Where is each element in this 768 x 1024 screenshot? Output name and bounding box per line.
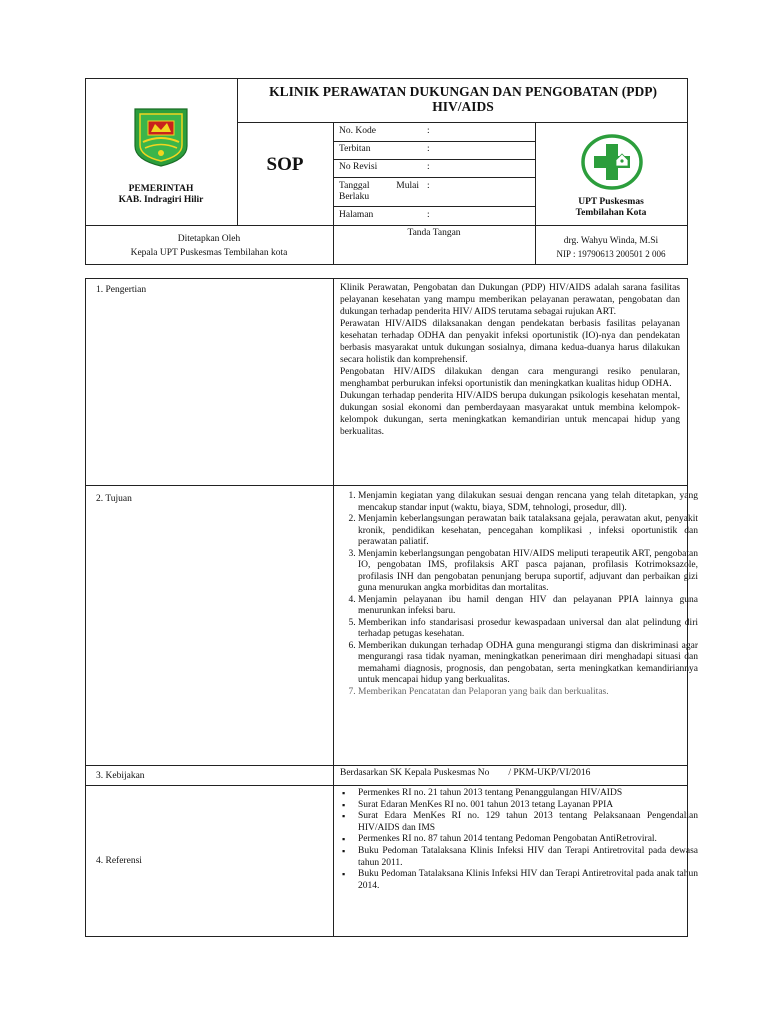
body-divider-v [333,278,334,937]
header-divider-h-title [237,122,688,123]
meta-value-terbitan: : [427,144,430,154]
header-divider-v2 [333,123,334,225]
meta-value-halaman: : [427,210,430,220]
meta-divider-2 [333,159,535,160]
referensi-list [340,788,698,892]
tujuan-item: 2. Menjamin keberlangsungan perawatan baik tatalaksana gejala, perawatan akut, penyakit kronik, pendidikan kesehatan, pencegahan komplikasi , infeksi oportunistik dan perawatan paliatif. [358,514,698,549]
meta-value-tanggal: : [427,181,430,191]
tujuan-item: 5. Memberikan info standarisasi prosedur kewaspadaan universal dan alat pelindung diri terhadap petugas kesehatan. [358,618,698,641]
sop-label: SOP [266,154,304,175]
meta-label-tanggal: Tanggal Mulai Berlaku [339,181,419,202]
meta-divider-3 [333,177,535,178]
tujuan-item: 3. Menjamin keberlangsungan pengobatan HIV/AIDS meliputi terapeutik ART, pengobatan IO, pengobatan IMS, profilaksis ART pasca pajanan, profilasis Kotrimoksazole, profilasis INH dan pengobatan penunjang berupa suportif, adjuvant dan perbaikan gizi guna menurukan angka morbiditas dan mortalitas. [358,549,698,595]
left-org-line1: PEMERINTAH [128,184,194,194]
kepala-label: Kepala UPT Puskesmas Tembilahan kota [130,248,288,258]
referensi-item: ▪ Surat Edara MenKes RI no. 129 tahun 2013 tentang Pelaksanaan Pengendalian HIV/AIDS dan IMS [358,811,698,834]
pengertian-content [340,282,680,438]
pengertian-paragraph: Dukungan terhadap penderita HIV/AIDS berupa dukungan psikologis kesehatan mental, dukungan sosial ekonomi dan pemberdayaan masyarakat untuk membina kelompok-kelompok dukungan, serta meningkatkan kemandirian untuk mencapai hidup yang berkualitas. [340,391,680,437]
meta-label-no-kode: No. Kode [339,126,376,136]
signer-name: drg. Wahyu Winda, M.Si [563,236,659,246]
section-label-kebijakan: 3. Kebijakan [96,771,145,781]
kebijakan-text: Berdasarkan SK Kepala Puskesmas No / PKM-UKP/VI/2016 [340,768,591,778]
kabupaten-crest-logo [131,106,191,168]
left-org-line2: KAB. Indragiri Hilir [118,195,204,205]
document-title: KLINIK PERAWATAN DUKUNGAN DAN PENGOBATAN (PDP) HIV/AIDS [269,84,657,114]
right-org-line2: Tembilahan Kota [575,208,647,218]
meta-label-terbitan: Terbitan [339,144,371,154]
meta-value-no-revisi: : [427,162,430,172]
tujuan-item: 6. Memberikan dukungan terhadap ODHA guna mengurangi stigma dan diskriminasi agar mengurangi rasa tidak nyaman, meningkatkan penerimaan diri menghadapi situasi dan memahami diagnosis, prognosis, dan pengobatan, serta meningkatkan kemandiriannya untuk mencapai hidup yang berkualitas. [358,641,698,687]
meta-label-halaman: Halaman [339,210,374,220]
meta-divider-1 [333,141,535,142]
section-label-pengertian: 1. Pengertian [96,285,147,295]
referensi-item: ▪ Surat Edaran MenKes RI no. 001 tahun 2013 tetang Layanan PPIA [358,800,698,812]
referensi-item: ▪ Buku Pedoman Tatalaksana Klinis Infeksi HIV dan Terapi Antiretrovital pada anak tahun 2014. [358,869,698,892]
body-divider-h3 [85,785,688,786]
meta-divider-4 [333,206,535,207]
tujuan-item: 1. Menjamin kegiatan yang dilakukan sesuai dengan rencana yang telah ditetapkan, yang mencakup standar input (waktu, biaya, SDM, tehnologi, prosedur, dll). [358,491,698,514]
section-label-referensi: 4. Referensi [96,856,142,866]
body-divider-h2 [85,765,688,766]
section-label-tujuan: 2. Tujuan [96,494,132,504]
pengertian-paragraph: Perawatan HIV/AIDS dilaksanakan dengan pendekatan berbasis fasilitas pelayanan kesehatan terhadap ODHA dan penyakit infeksi oportunistik (IO)-nya dan pendekatan berbasis masyarakat untuk dukungan sosialnya, dimana kedua-duanya harus dilakukan secara holistik dan komprehensif. [340,319,680,365]
referensi-item: ▪ Buku Pedoman Tatalaksana Klinis Infeksi HIV dan Terapi Antiretrovital pada dewasa tahun 2011. [358,846,698,869]
right-org-line1: UPT Puskesmas [578,197,644,207]
body-divider-h1 [85,485,688,486]
referensi-item: ▪ Permenkes RI no. 87 tahun 2014 tentang Pedoman Pengobatan AntiRetroviral. [358,834,698,846]
pengertian-paragraph: Klinik Perawatan, Pengobatan dan Dukungan (PDP) HIV/AIDS adalah sarana fasilitas pelayanan kesehatan yang mampu memberikan pelayanan perawatan, pengobatan dan dukungan terhadap penderita HIV/ AIDS terutama sebagai rujukan ART. [340,283,680,317]
header-divider-h-bottom [85,225,688,226]
puskesmas-logo [580,133,644,191]
ditetapkan-label: Ditetapkan Oleh [177,234,241,244]
tujuan-list [340,491,698,698]
meta-label-no-revisi: No Revisi [339,162,378,172]
tujuan-item: 7. Memberikan Pencatatan dan Pelaporan yang baik dan berkualitas. [358,687,698,699]
referensi-item: ▪ Permenkes RI no. 21 tahun 2013 tentang Penanggulangan HIV/AIDS [358,788,698,800]
signer-nip: NIP : 19790613 200501 2 006 [556,249,666,259]
tujuan-item: 4. Menjamin pelayanan ibu hamil dengan HIV dan pelayanan PPIA lainnya guna menurunkan infeksi baru. [358,595,698,618]
meta-value-no-kode: : [427,126,430,136]
pengertian-paragraph: Pengobatan HIV/AIDS dilakukan dengan cara mengurangi resiko penularan, menghambat perburukan infeksi oportunistik dan meningkatkan kualitas hidup ODHA. [340,367,680,389]
tanda-tangan-label: Tanda Tangan [407,228,461,238]
